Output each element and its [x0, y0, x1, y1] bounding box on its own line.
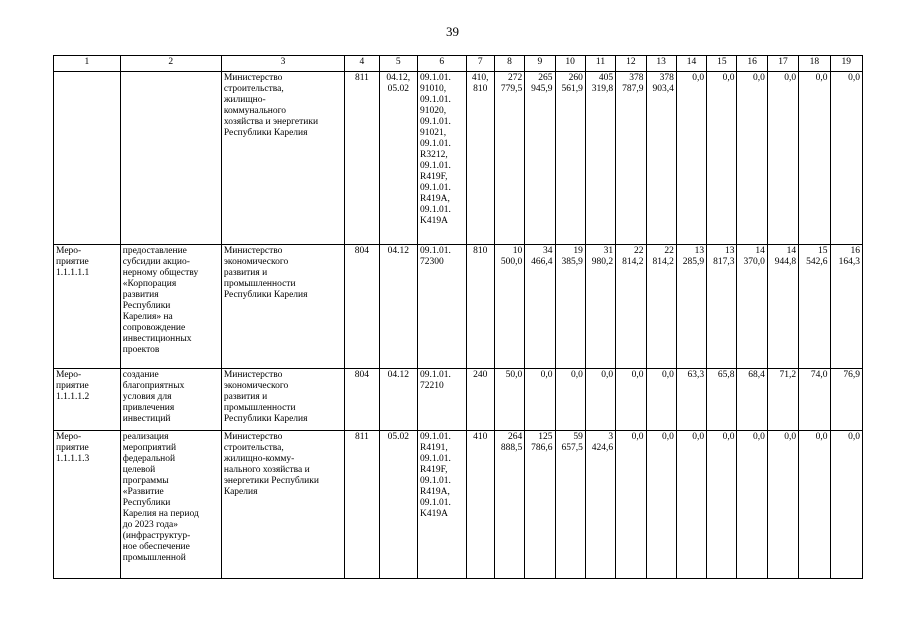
column-header: 18: [799, 56, 830, 72]
table-cell: 0,0: [676, 431, 706, 579]
table-cell: 0,0: [707, 72, 737, 245]
table-cell: 76,9: [830, 369, 863, 431]
column-header: 8: [494, 56, 524, 72]
table-cell: 0,0: [616, 369, 646, 431]
column-header: 17: [767, 56, 798, 72]
table-cell: 09.1.01. 72300: [418, 245, 467, 369]
table-cell: 125 786,6: [525, 431, 555, 579]
table-cell: 22 814,2: [616, 245, 646, 369]
column-header: 4: [345, 56, 379, 72]
column-header: 6: [418, 56, 467, 72]
table-cell: 09.1.01. R4191, 09.1.01. R419F, 09.1.01. R419A, 09.1.01. K419A: [418, 431, 467, 579]
column-header: 13: [646, 56, 676, 72]
table-cell: 10 500,0: [494, 245, 524, 369]
table-cell: 0,0: [646, 431, 676, 579]
table-cell: 04.12: [379, 369, 417, 431]
column-header: 5: [379, 56, 417, 72]
table-cell: 15 542,6: [799, 245, 830, 369]
table-cell: 240: [466, 369, 494, 431]
table-cell: 0,0: [707, 431, 737, 579]
table-cell: 14 944,8: [767, 245, 798, 369]
table-cell: 410, 810: [466, 72, 494, 245]
table-cell: 265 945,9: [525, 72, 555, 245]
column-header: 15: [707, 56, 737, 72]
header-row: [54, 56, 863, 72]
table-cell: 0,0: [830, 72, 863, 245]
table-cell: 09.1.01. 91010, 09.1.01. 91020, 09.1.01. 91021, 09.1.01. R3212, 09.1.01. R419F, 09.1.01. R419A, 09.1.01. K419A: [418, 72, 467, 245]
executor-cell: Министерство строительства, жилищно-комму- нального хозяйства и энергетики Республики Карелия: [221, 431, 344, 579]
table-cell: 405 319,8: [585, 72, 615, 245]
executor-cell: Министерство экономического развития и промышленности Республики Карелия: [221, 245, 344, 369]
table-cell: 804: [345, 369, 379, 431]
table-cell: 810: [466, 245, 494, 369]
activity-code-cell: Меро- приятие 1.1.1.1.1: [54, 245, 121, 369]
table-cell: 0,0: [737, 72, 767, 245]
table-cell: 0,0: [737, 431, 767, 579]
column-header: 10: [555, 56, 585, 72]
table-cell: 0,0: [830, 431, 863, 579]
column-header: 16: [737, 56, 767, 72]
column-header: 1: [54, 56, 121, 72]
activity-code-cell: [54, 72, 121, 245]
table-cell: 410: [466, 431, 494, 579]
executor-cell: Министерство экономического развития и промышленности Республики Карелия: [221, 369, 344, 431]
table-cell: 0,0: [799, 72, 830, 245]
activity-name-cell: предоставление субсидии акцио- нерному обществу «Корпорация развития Республики Карелия» на сопровождение инвестиционных проектов: [120, 245, 221, 369]
table-cell: 0,0: [616, 431, 646, 579]
column-header: 19: [830, 56, 863, 72]
column-header: 3: [221, 56, 344, 72]
table-cell: 13 285,9: [676, 245, 706, 369]
table-cell: 378 903,4: [646, 72, 676, 245]
table-cell: 74,0: [799, 369, 830, 431]
table-cell: 811: [345, 72, 379, 245]
table-cell: 09.1.01. 72210: [418, 369, 467, 431]
table-row: [54, 431, 863, 579]
table-cell: 59 657,5: [555, 431, 585, 579]
activity-name-cell: реализация мероприятий федеральной целевой программы «Развитие Республики Карелия на период до 2023 года» (инфраструктур- ное обеспечение промышленной: [120, 431, 221, 579]
table-cell: 68,4: [737, 369, 767, 431]
activity-name-cell: [120, 72, 221, 245]
activity-code-cell: Меро- приятие 1.1.1.1.3: [54, 431, 121, 579]
table-cell: 378 787,9: [616, 72, 646, 245]
table-cell: 19 385,9: [555, 245, 585, 369]
column-header: 7: [466, 56, 494, 72]
table-cell: 04.12, 05.02: [379, 72, 417, 245]
table-cell: 0,0: [555, 369, 585, 431]
table-cell: 04.12: [379, 245, 417, 369]
table-cell: 264 888,5: [494, 431, 524, 579]
table-cell: 71,2: [767, 369, 798, 431]
table-cell: 50,0: [494, 369, 524, 431]
column-header: 9: [525, 56, 555, 72]
page-number: 39: [446, 24, 459, 39]
table-cell: 16 164,3: [830, 245, 863, 369]
table-cell: 0,0: [767, 72, 798, 245]
table-cell: 260 561,9: [555, 72, 585, 245]
table-cell: 804: [345, 245, 379, 369]
table-cell: 05.02: [379, 431, 417, 579]
table-cell: 14 370,0: [737, 245, 767, 369]
table-cell: 0,0: [676, 72, 706, 245]
budget-table: [53, 55, 863, 579]
table-cell: 31 980,2: [585, 245, 615, 369]
activity-code-cell: Меро- приятие 1.1.1.1.2: [54, 369, 121, 431]
table-cell: 0,0: [585, 369, 615, 431]
table-cell: 0,0: [525, 369, 555, 431]
table-cell: 34 466,4: [525, 245, 555, 369]
table-cell: 0,0: [767, 431, 798, 579]
column-header: 12: [616, 56, 646, 72]
table-cell: 3 424,6: [585, 431, 615, 579]
table-row: [54, 245, 863, 369]
table-cell: 0,0: [799, 431, 830, 579]
table-cell: 63,3: [676, 369, 706, 431]
column-header: 2: [120, 56, 221, 72]
table-cell: 65,8: [707, 369, 737, 431]
table-row: [54, 72, 863, 245]
table-cell: 22 814,2: [646, 245, 676, 369]
table-cell: 811: [345, 431, 379, 579]
table-cell: 272 779,5: [494, 72, 524, 245]
table-cell: 13 817,3: [707, 245, 737, 369]
activity-name-cell: создание благоприятных условия для привлечения инвестиций: [120, 369, 221, 431]
column-header: 11: [585, 56, 615, 72]
column-header: 14: [676, 56, 706, 72]
table-cell: 0,0: [646, 369, 676, 431]
executor-cell: Министерство строительства, жилищно- коммунального хозяйства и энергетики Республики Карелия: [221, 72, 344, 245]
table-row: [54, 369, 863, 431]
